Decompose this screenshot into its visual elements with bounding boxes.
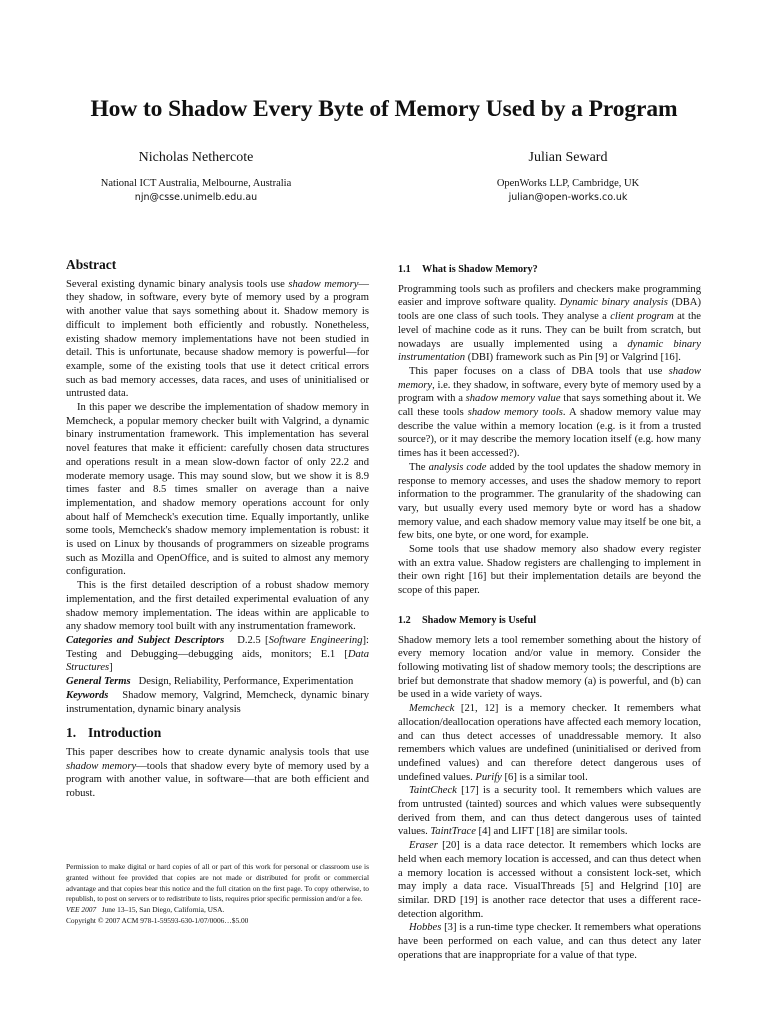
text-run: Several existing dynamic binary analysis tools use [66,278,289,290]
emphasis: Hobbes [409,922,442,934]
text-run: This paper focuses on a class of DBA tools that use [409,365,669,377]
author-affiliation: National ICT Australia, Melbourne, Australia [100,178,292,189]
keywords [66,689,369,716]
emphasis: VEE 2007 [66,905,97,915]
venue-line [66,905,369,916]
text-run: [21, 12] is a memory checker. It remembers what allocation/deallocation operations have affected each memory location, and can thus detect accesses of unaddressable memory. It also remembers which values are undefined (uninitialised or derived from undefined values) and can therefore detect dangerous uses of undefined values. [398,703,701,783]
spacer [398,598,701,614]
abstract-paragraph-1 [66,278,369,401]
section-number: 1.2 [398,614,411,626]
author-affiliation: OpenWorks LLP, Cambridge, UK [496,178,640,189]
meta-label: Keywords [66,689,109,701]
author-2 [418,150,718,205]
right-column [398,263,701,962]
text-run: , i.e. they shadow, in software, every byte of memory used by a program with a [398,379,701,405]
emphasis: TaintTrace [430,826,476,838]
section-title: Introduction [88,725,162,741]
emphasis: Memcheck [409,703,455,715]
paper-title: How to Shadow Every Byte of Memory Used by a Program [90,96,678,122]
text-run: Programming tools such as profilers and checkers make programming easier and improve software quality. [398,283,701,309]
s11-paragraph-4: Some tools that use shadow memory also shadow every register with an extra value. Shadow registers are challenging to implement in their own right [16] but their implementation details are beyond the scope of this paper. [398,544,701,597]
author-name: Julian Seward [528,150,608,165]
emphasis: Eraser [409,840,438,852]
meta-label: Categories and Subject Descriptors [66,634,225,646]
text-run: ] [109,662,113,674]
author-1 [46,150,346,205]
text-run: [20] is a data race detector. It remembers which locks are held when each memory location is accessed, and can thus detect when a memory location is accessed without a consistent lock-set, which may imply a data race. VisualThreads [5] and Helgrind [10] are similar. DRD [19] is another race detector that uses a different race-detection algorithm. [398,840,701,920]
s12-hobbes [398,921,701,962]
text-run: [3] is a run-time type checker. It remembers what operations have been performed on each value, and can thus detect any later operations that are inappropriate for a value of that type. [398,922,701,961]
text-run: The [409,461,429,473]
author-email: julian@open-works.co.uk [508,192,628,203]
s12-eraser [398,839,701,921]
text-run: . A shadow memory value may describe the value within a memory location (e.g. is it from a trusted source?), or it may describe the memory location itself (e.g. how many times has it been accessed?). [398,407,701,460]
text-run: [17] is a security tool. It remembers which values are from untrusted (tainted) sources and which values were subsequently derived from them, and can thus detect dangerous uses of tainted values. [398,785,701,838]
emphasis: shadow memory [288,278,359,290]
introduction-paragraph [66,746,369,801]
copyright-line: Copyright © 2007 ACM 978-1-59593-630-1/07/0006…$5.00 [66,915,249,925]
text-run: [4] and LIFT [18] are similar tools. [475,826,628,838]
text-run: [6] is a similar tool. [501,771,588,783]
general-terms [66,675,369,689]
text-run: June 13–15, San Diego, California, USA. [101,905,225,915]
text-run: (DBI) framework such as Pin [9] or Valgrind [16]. [465,352,681,364]
text-run: D.2.5 [ [237,634,269,646]
section-number: 1. [66,725,77,741]
text-run: at the level of machine code as it runs. They can be built from scratch, but nowadays are usually implemented using a [398,311,701,350]
emphasis: Purify [475,771,502,783]
left-column [66,258,369,801]
s11-paragraph-2 [398,365,701,461]
subsection-1-2-heading [398,614,701,628]
permission-text: Permission to make digital or hard copies of all or part of this work for personal or classroom use is granted without fee provided that copies are not made or distributed for proﬁt or commercial advantage and that copies bear this notice and the full citation on the ﬁrst page. To copy otherwise, to republish, to post on servers or to redistribute to lists, requires prior speciﬁc permission and/or a fee. [66,862,369,904]
emphasis: Data Structures [66,648,369,674]
text-run: —tools that shadow every byte of memory used by a program with another value, in software—that are both efficient and robust. [66,760,369,800]
text-run: This paper describes how to create dynamic analysis tools that use [66,746,369,758]
section-title: Shadow Memory is Useful [422,614,537,626]
abstract-paragraph-3: This is the first detailed description of a robust shadow memory implementation, and the first detailed experimental evaluation of any shadow memory implementation. The ideas within are applicable to any shadow memory tool built with any instrumentation framework. [66,580,369,633]
emphasis: shadow memory [66,760,137,772]
text-run: (DBA) tools are one class of such tools. They analyse a [398,297,701,323]
text-run: Design, Reliability, Performance, Experimentation [138,676,354,688]
permission-footnote [66,862,369,927]
subsection-1-1-heading [398,263,701,277]
s12-taintcheck [398,784,701,839]
text-run: Shadow memory, Valgrind, Memcheck, dynamic binary instrumentation, dynamic binary analysis [66,689,369,715]
emphasis: shadow memory value [465,393,561,405]
s12-paragraph-1: Shadow memory lets a tool remember something about the history of every memory location and/or value in memory. Consider the following motivating list of shadow memory tools; the descriptions are brief but demonstrate that shadow memory (a) is powerful, and (b) can be used in a wide variety of ways. [398,634,701,701]
s11-paragraph-1 [398,283,701,365]
abstract-heading: Abstract [66,257,117,272]
s12-memcheck [398,702,701,784]
section-title: What is Shadow Memory? [422,264,538,275]
meta-label: General Terms [66,676,131,688]
text-run: —they shadow, in software, every byte of memory used by a program with another value that says something about it. Shadow memory is difficult to implement both efficiently and robustly. Nonetheless, existing shadow memory implementations have not been studied in detail. This is unfortunate, because shadow memory is powerful—for example, some of the existing tools that use it detect critical errors such as bad memory accesses, data races, and uses of uninitialised or untrusted data. [66,278,369,400]
emphasis: client program [610,311,674,323]
emphasis: Software Engineering [268,634,363,646]
text-run: added by the tool updates the shadow memory in response to memory accesses, and uses the shadow memory to report information to the programmer. The granularity of the shadowing can vary, but usually every used memory byte or word has a shadow memory value, and each shadow memory value may itself be one bit, a few bits, one byte, or one word, for example. [398,461,701,542]
categories-descriptors [66,634,369,675]
text-run: that says something about it. We call these tools [398,393,701,419]
emphasis: Dynamic binary analysis [559,297,668,309]
introduction-heading [66,726,369,740]
emphasis: shadow memory tools [467,407,563,419]
author-email: njn@csse.unimelb.edu.au [134,192,258,203]
section-number: 1.1 [398,264,411,275]
abstract-paragraph-2: In this paper we describe the implementation of shadow memory in Memcheck, a popular memory checker built with Valgrind, a dynamic binary instrumentation framework. This implementation has several novel features that make it efficient: carefully chosen data structures and operations result in a mean slow-down factor of only 22.2 and moderate memory usage. This may sound slow, but we show it is 8.9 times faster and 8.5 times smaller on average than a naive implementation, and shadow memory operations account for only about half of Memcheck's execution time. Equally importantly, unlike some tools, Memcheck's shadow memory implementation is robust: it is used on Linux by thousands of programmers on sizeable programs such as Mozilla and OpenOffice, and is suited to almost any memory configuration. [66,402,369,578]
author-name: Nicholas Nethercote [138,150,254,165]
s11-paragraph-3 [398,461,701,543]
text-run: ]: Testing and Debugging—debugging aids, monitors; E.1 [ [66,634,369,660]
emphasis: shadow memory [398,365,701,391]
emphasis: TaintCheck [409,785,457,797]
emphasis: analysis code [428,461,487,473]
emphasis: dynamic binary instrumentation [398,338,701,364]
